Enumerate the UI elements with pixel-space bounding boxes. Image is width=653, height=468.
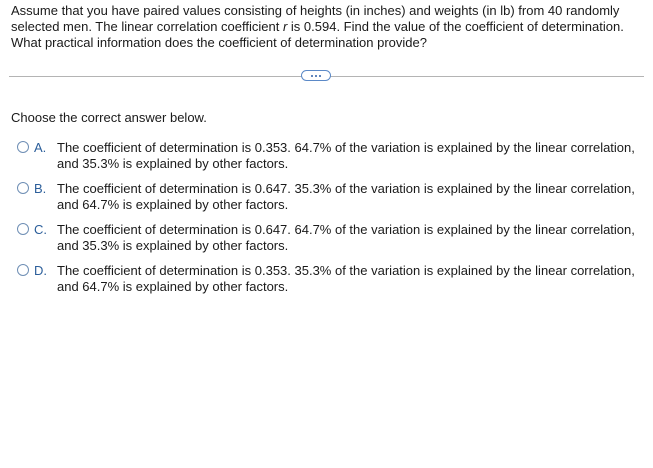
- question-paragraph: [11, 3, 647, 51]
- ellipsis-icon-dot: [315, 75, 317, 77]
- answer-option-a[interactable]: [17, 140, 647, 181]
- option-text-line-1: The coefficient of determination is 0.647. 35.3% of the variation is explained by the linear correlation,: [57, 181, 635, 196]
- question-text: [11, 3, 647, 51]
- option-text: [57, 222, 647, 254]
- option-letter: C.: [34, 222, 47, 237]
- question-text-part-2: is 0.594. Find the value of the coefficient of determination. What practical information does the coefficient of determination provide?: [11, 19, 624, 50]
- option-letter: D.: [34, 263, 47, 278]
- answer-option-b[interactable]: [17, 181, 647, 222]
- option-text-line-2: and 35.3% is explained by other factors.: [57, 238, 289, 253]
- option-text-line-2: and 64.7% is explained by other factors.: [57, 279, 289, 294]
- answer-option-d[interactable]: [17, 263, 647, 304]
- radio-button-icon[interactable]: [17, 141, 29, 153]
- ellipsis-icon-dot: [319, 75, 321, 77]
- option-text-line-2: and 35.3% is explained by other factors.: [57, 156, 289, 171]
- answer-options: [17, 140, 647, 304]
- option-text-line-1: The coefficient of determination is 0.353. 35.3% of the variation is explained by the linear correlation,: [57, 263, 635, 278]
- correlation-coefficient-symbol: r: [282, 19, 288, 34]
- answer-instruction: Choose the correct answer below.: [11, 110, 207, 125]
- expand-more-button[interactable]: [301, 70, 331, 81]
- option-text: [57, 263, 647, 295]
- radio-button-icon[interactable]: [17, 182, 29, 194]
- answer-option-c[interactable]: [17, 222, 647, 263]
- option-letter: A.: [34, 140, 47, 155]
- ellipsis-icon-dot: [311, 75, 313, 77]
- option-text: [57, 140, 647, 172]
- option-text-line-2: and 64.7% is explained by other factors.: [57, 197, 289, 212]
- option-letter: B.: [34, 181, 47, 196]
- radio-button-icon[interactable]: [17, 223, 29, 235]
- radio-button-icon[interactable]: [17, 264, 29, 276]
- question-text-part-1: Assume that you have paired values consisting of heights (in inches) and weights (in lb) from 40 randomly selected men. The linear correlation coefficient: [11, 3, 620, 34]
- option-text: [57, 181, 647, 213]
- option-text-line-1: The coefficient of determination is 0.353. 64.7% of the variation is explained by the linear correlation,: [57, 140, 635, 155]
- option-text-line-1: The coefficient of determination is 0.647. 64.7% of the variation is explained by the linear correlation,: [57, 222, 635, 237]
